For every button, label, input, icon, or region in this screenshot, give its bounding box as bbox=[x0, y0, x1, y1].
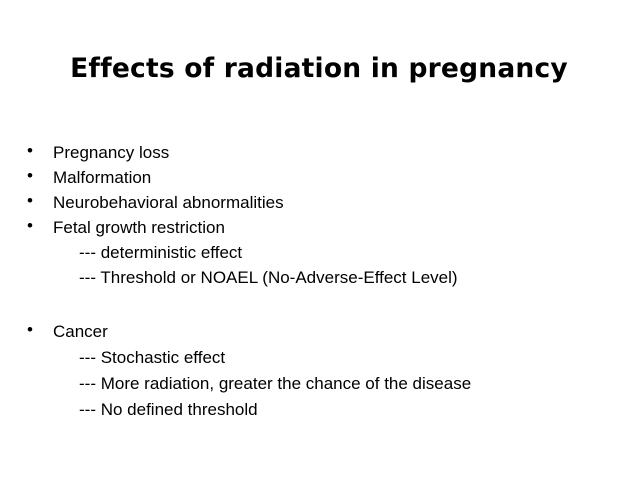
sub-point: --- Threshold or NOAEL (No-Adverse-Effect Level) bbox=[79, 268, 458, 287]
sub-point: --- No defined threshold bbox=[79, 400, 258, 419]
bullet-text: Cancer bbox=[53, 322, 108, 341]
bullet-text: Malformation bbox=[53, 168, 152, 187]
bullet-icon: • bbox=[27, 216, 33, 235]
bullet-icon: • bbox=[27, 141, 33, 160]
sub-point: --- Stochastic effect bbox=[79, 348, 226, 367]
bullet-text: Neurobehavioral abnormalities bbox=[53, 193, 284, 212]
slide-title: Effects of radiation in pregnancy bbox=[70, 53, 568, 84]
sub-point: --- deterministic effect bbox=[79, 243, 243, 262]
bullet-icon: • bbox=[27, 191, 33, 210]
sub-point: --- More radiation, greater the chance of the disease bbox=[79, 374, 472, 393]
bullet-icon: • bbox=[27, 320, 33, 339]
bullet-text: Fetal growth restriction bbox=[53, 218, 225, 237]
bullet-icon: • bbox=[27, 166, 33, 185]
bullet-text: Pregnancy loss bbox=[53, 143, 170, 162]
